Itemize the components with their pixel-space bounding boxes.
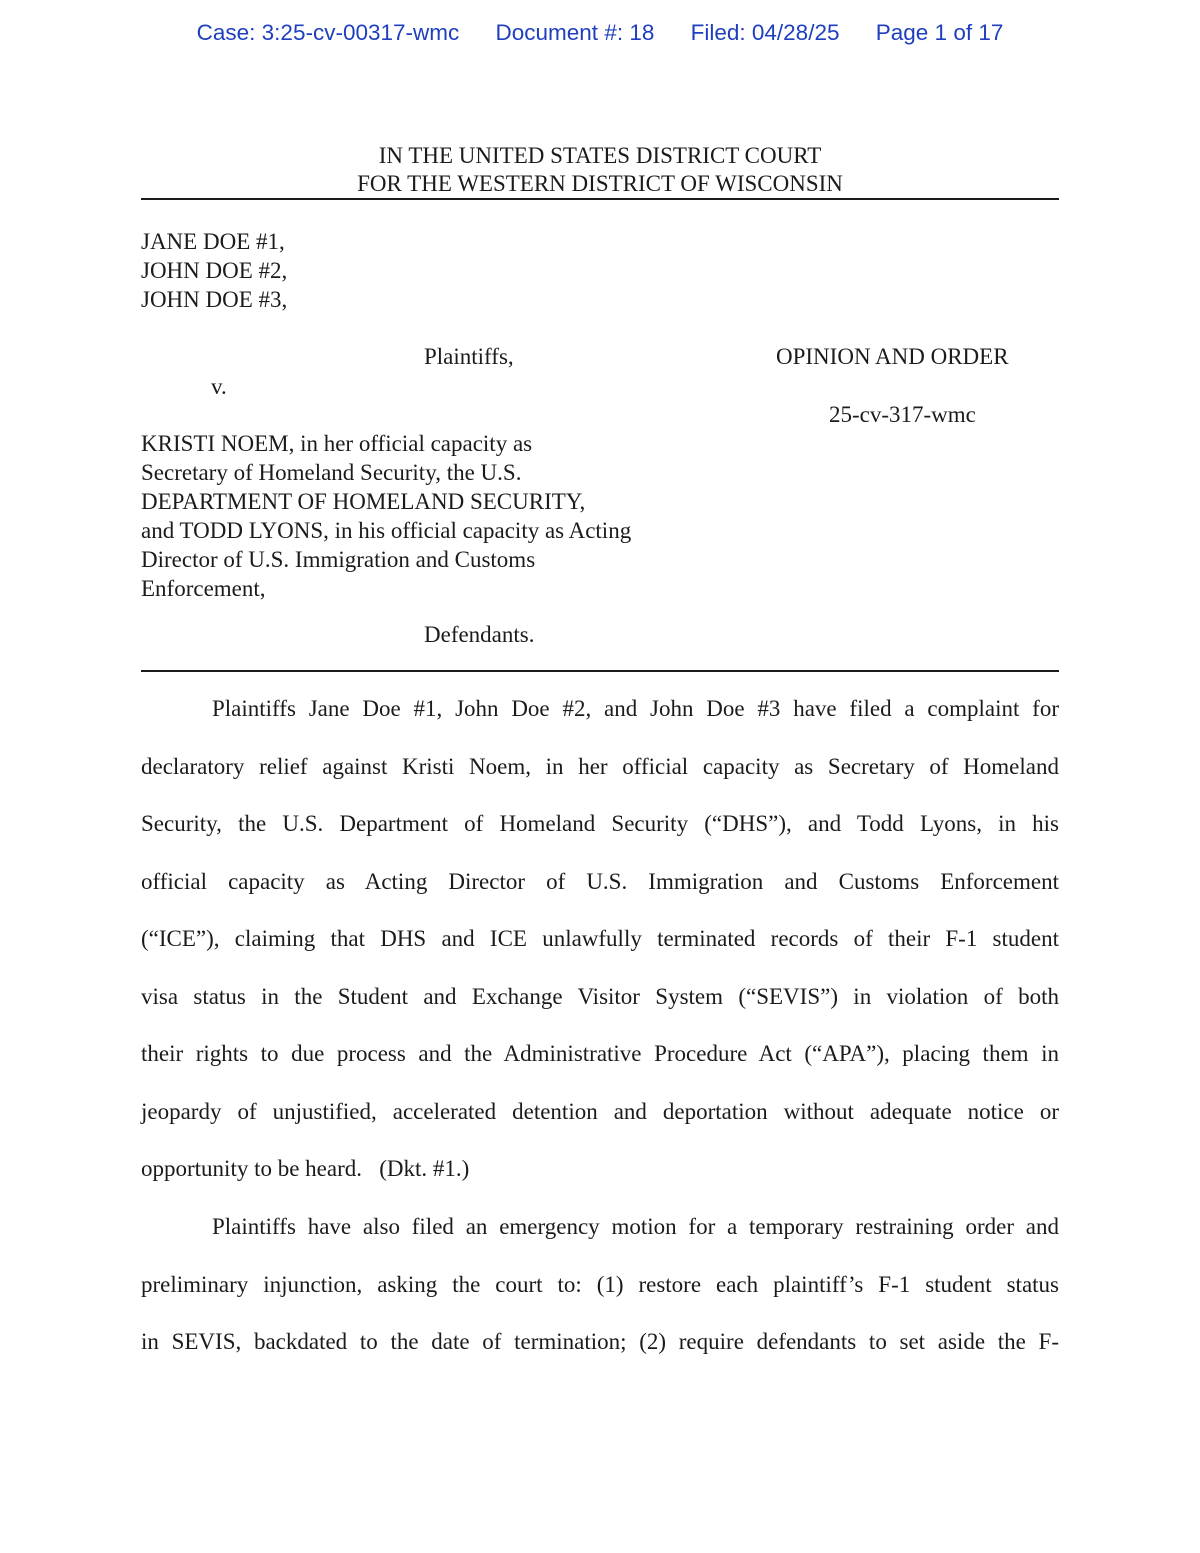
plaintiff-name: JANE DOE #1,	[141, 229, 285, 254]
defendant-names	[141, 429, 631, 603]
court-title	[0, 142, 1200, 198]
versus: v.	[211, 374, 227, 399]
defendants-role: Defendants.	[424, 622, 535, 647]
court-line-2: FOR THE WESTERN DISTRICT OF WISCONSIN	[357, 171, 843, 196]
body-line: Security, the U.S. Department of Homeland Security (“DHS”), and Todd Lyons, in his	[141, 811, 1059, 836]
body-line: official capacity as Acting Director of U.S. Immigration and Customs Enforcement	[141, 868, 1059, 894]
body-line: Plaintiffs have also filed an emergency motion for a temporary restraining order and	[212, 1214, 1059, 1239]
plaintiff-name: JOHN DOE #2,	[141, 258, 288, 283]
caption-bottom-rule	[141, 670, 1059, 672]
defendant-line: and TODD LYONS, in his official capacity as Acting	[141, 518, 632, 543]
docket-number: 25-cv-317-wmc	[829, 402, 976, 427]
body-line: in SEVIS, backdated to the date of termination; (2) require defendants to set aside the F-	[141, 1329, 1059, 1354]
body-line: jeopardy of unjustified, accelerated detention and deportation without adequate notice or	[141, 1098, 1059, 1124]
filed-date: Filed: 04/28/25	[690, 20, 840, 45]
body-line: (“ICE”), claiming that DHS and ICE unlawfully terminated records of their F-1 student	[141, 926, 1059, 951]
caption-top-rule	[141, 198, 1059, 200]
plaintiffs-role: Plaintiffs,	[424, 344, 514, 369]
opinion-title: OPINION AND ORDER	[776, 344, 1009, 369]
defendant-line: Director of U.S. Immigration and Customs	[141, 547, 536, 572]
body-line: opportunity to be heard. (Dkt. #1.)	[141, 1156, 470, 1181]
defendant-line: DEPARTMENT OF HOMELAND SECURITY,	[141, 489, 586, 514]
document-number: Document #: 18	[495, 20, 655, 45]
ecf-header	[0, 20, 1200, 46]
body-paragraph-2	[141, 1215, 1059, 1388]
plaintiff-name: JOHN DOE #3,	[141, 287, 288, 312]
body-line: preliminary injunction, asking the court to: (1) restore each plaintiff’s F-1 student status	[141, 1271, 1059, 1297]
defendant-line: KRISTI NOEM, in her official capacity as	[141, 431, 533, 456]
body-line: visa status in the Student and Exchange Visitor System (“SEVIS”) in violation of both	[141, 983, 1059, 1009]
body-line: their rights to due process and the Administrative Procedure Act (“APA”), placing them in	[141, 1041, 1059, 1066]
court-line-1: IN THE UNITED STATES DISTRICT COURT	[378, 143, 822, 168]
case-number: Case: 3:25-cv-00317-wmc	[196, 20, 460, 45]
plaintiff-names	[141, 227, 287, 314]
page-indicator: Page 1 of 17	[875, 20, 1004, 45]
body-line: declaratory relief against Kristi Noem, in her official capacity as Secretary of Homeland	[141, 753, 1059, 779]
body-line: Plaintiffs Jane Doe #1, John Doe #2, and John Doe #3 have filed a complaint for	[212, 696, 1059, 721]
defendant-line: Enforcement,	[141, 576, 266, 601]
defendant-line: Secretary of Homeland Security, the U.S.	[141, 460, 522, 485]
body-paragraph-1	[141, 697, 1059, 1215]
